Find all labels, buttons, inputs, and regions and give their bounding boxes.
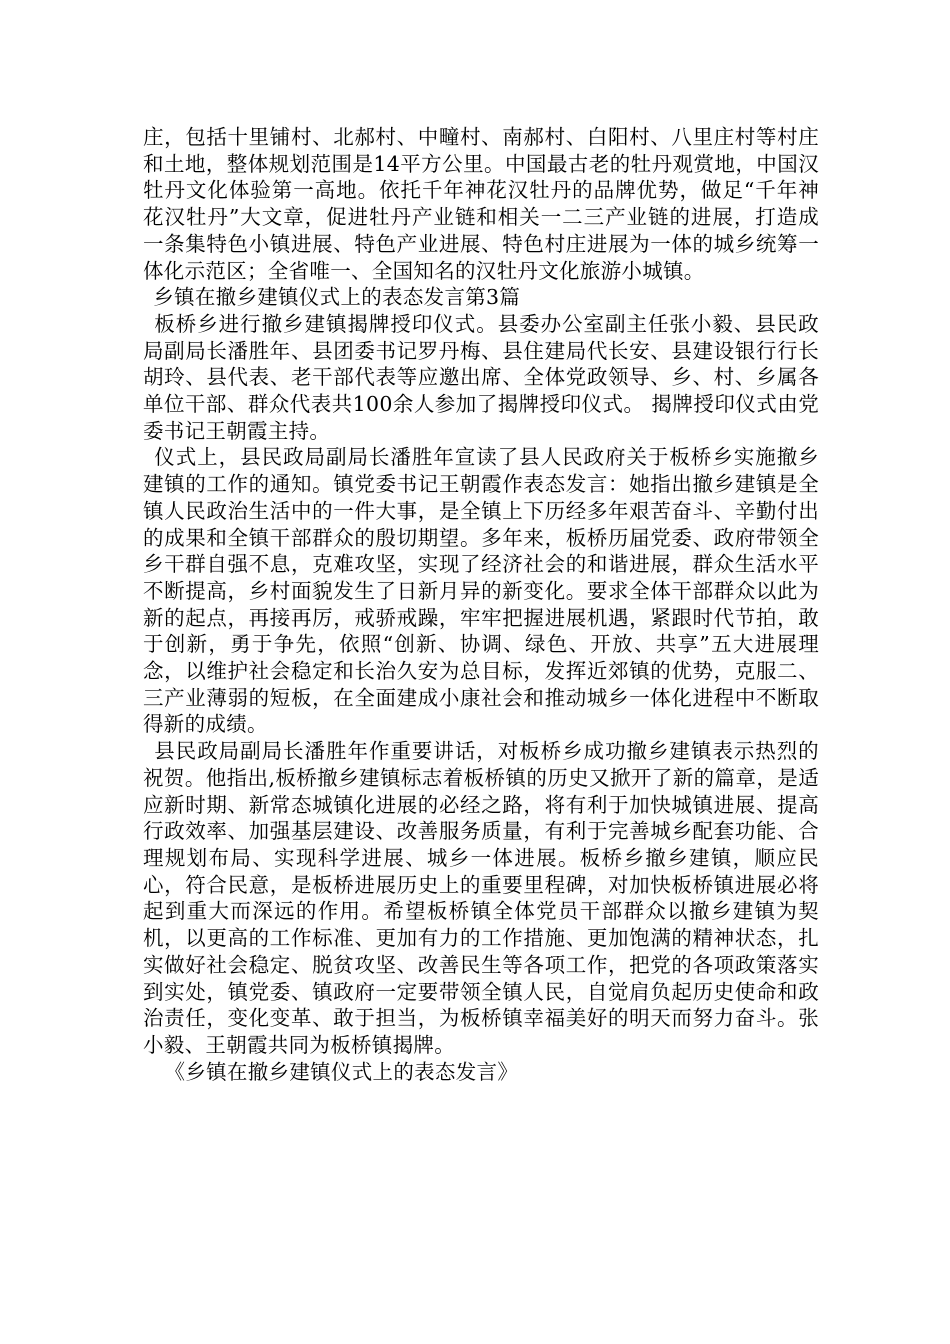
paragraph-intro-continuation: 庄，包括十里铺村、北郝村、中疃村、南郝村、白阳村、八里庄村等村庄和土地，整体规划范围是14平方公里。中国最古老的牡丹观赏地，中国汉牡丹文化体验第一高地。依托千年神花汉牡丹的品牌优势，做足“千年神花汉牡丹”大文章，促进牡丹产业链和相关一二三产业链的进展，打造成一条集特色小镇进展、特色产业进展、特色村庄进展为一体的城乡统筹一体化示范区；全省唯一、全国知名的汉牡丹文化旅游小城镇。: [143, 125, 819, 283]
document-body: [143, 124, 819, 1085]
paragraph-ceremony-opening: 板桥乡进行撤乡建镇揭牌授印仪式。县委办公室副主任张小毅、县民政局副局长潘胜年、县团委书记罗丹梅、县住建局代长安、县建设银行行长胡玲、县代表、老干部代表等应邀出席、全体党政领导、乡、村、乡属各单位干部、群众代表共100余人参加了揭牌授印仪式。 揭牌授印仪式由党委书记王朝霞主持。: [143, 311, 819, 443]
document-title-footer: 《乡镇在撤乡建镇仪式上的表态发言》: [164, 1059, 519, 1084]
paragraph-party-secretary-speech: 仪式上，县民政局副局长潘胜年宣读了县人民政府关于板桥乡实施撤乡建镇的工作的通知。镇党委书记王朝霞作表态发言：她指出撤乡建镇是全镇人民政治生活中的一件大事，是全镇上下历经多年艰苦奋斗、辛勤付出的成果和全镇干部群众的殷切期望。多年来，板桥历届党委、政府带领全乡干群自强不息，克难攻坚，实现了经济社会的和谐进展，群众生活水平不断提高，乡村面貌发生了日新月异的新变化。要求全体干部群众以此为新的起点，再接再厉，戒骄戒躁，牢牢把握进展机遇，紧跟时代节拍，敢于创新，勇于争先，依照“创新、协调、绿色、开放、共享”五大进展理念，以维护社会稳定和长治久安为总目标，发挥近郊镇的优势，克服二、三产业薄弱的短板，在全面建成小康社会和推动城乡一体化进程中不断取得新的成绩。: [143, 445, 819, 737]
section-heading: 乡镇在撤乡建镇仪式上的表态发言第3篇: [153, 285, 521, 310]
paragraph-deputy-director-speech: 县民政局副局长潘胜年作重要讲话，对板桥乡成功撤乡建镇表示热烈的祝贺。他指出,板桥撤乡建镇标志着板桥镇的历史又掀开了新的篇章，是适应新时期、新常态城镇化进展的必经之路，将有利于加快城镇进展、提高行政效率、加强基层建设、改善服务质量，有利于完善城乡配套功能、合理规划布局、实现科学进展、城乡一体进展。板桥乡撤乡建镇，顺应民心，符合民意，是板桥进展历史上的重要里程碑，对加快板桥镇进展必将起到重大而深远的作用。希望板桥镇全体党员干部群众以撤乡建镇为契机，以更高的工作标准、更加有力的工作措施、更加饱满的精神状态，扎实做好社会稳定、脱贫攻坚、改善民生等各项工作，把党的各项政策落实到实处，镇党委、镇政府一定要带领全镇人民，自觉肩负起历史使命和政治责任，变化变革、敢于担当，为板桥镇幸福美好的明天而努力奋斗。张小毅、王朝霞共同为板桥镇揭牌。: [143, 739, 819, 1057]
